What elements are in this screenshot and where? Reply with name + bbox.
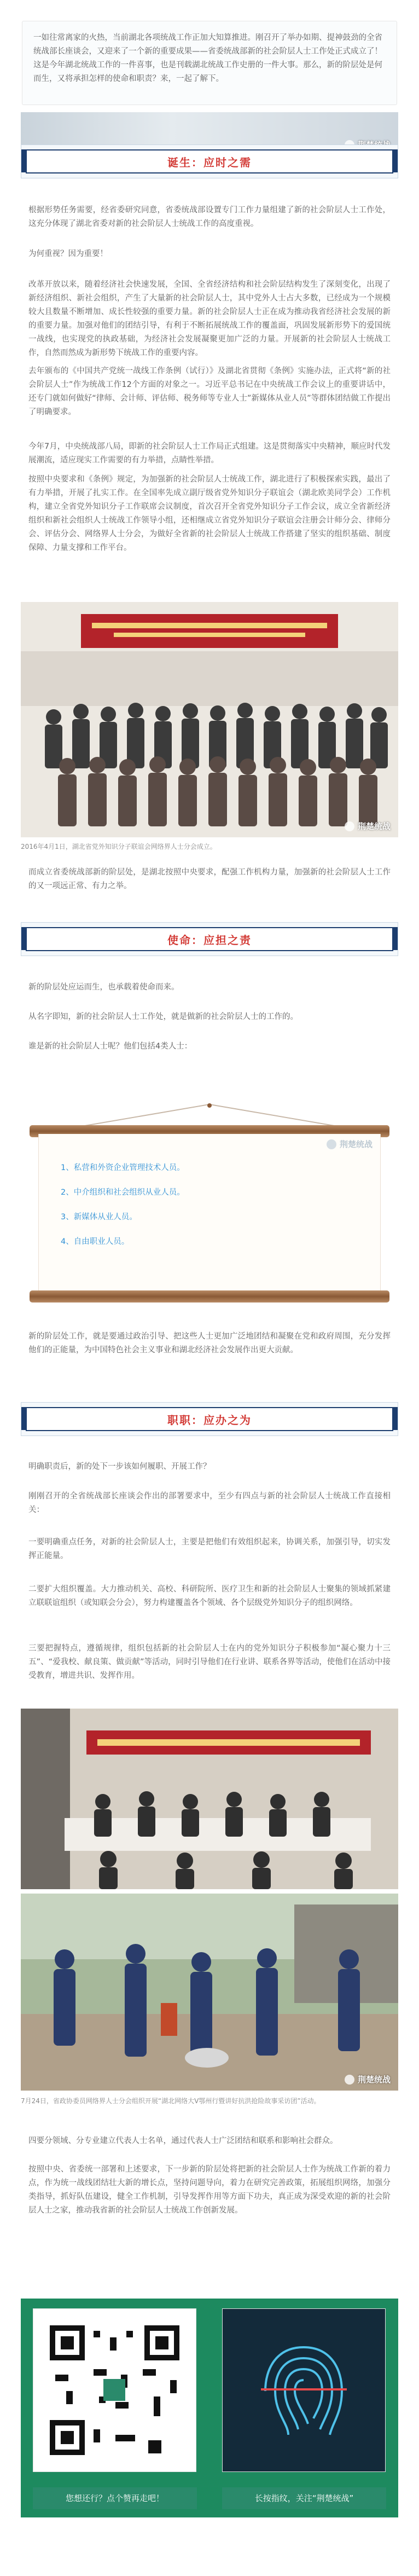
s1-p7: 而成立省委统战部新的阶层处，是湖北按照中央要求，配强工作机构力量，加强新的社会阶层人士工作的又一项远正常、有力之举。 xyxy=(28,868,391,890)
s3-p7: 按照中央、省委统一部署和上述要求，下一步新的阶层处将把新的社会阶层人士作为统战工作新的着力点，作为统一战线团结壮大新的增长点，坚持问题导向，着力在研究完善政策，拓展组织网络，加强分类指导，抓好队伍建设，健全工作机制，引导发挥作用等方面下功夫，真正成为深受欢迎的新的社会阶层人士之家，推动我省新的社会阶层人士统战工作创新发展。 xyxy=(28,2165,391,2215)
s3-p1: 明确职责后，新的处下一步该如何履职、开展工作？ xyxy=(28,1462,211,1471)
qr-card-left[interactable] xyxy=(33,2308,196,2472)
watermark: 荆楚统战 xyxy=(327,1138,373,1150)
watermark-icon xyxy=(345,2075,354,2085)
watermark-icon xyxy=(327,1139,336,1149)
s1-p2: 为何重视？因为重要！ xyxy=(28,250,108,258)
s2-p3: 谁是新的社会阶层人士呢？他们包括4类人士： xyxy=(28,1042,193,1051)
s2-p1: 新的阶层处应运而生，也承载着使命而来。 xyxy=(28,983,179,992)
photo-caption-3: 7月24日，省政协委员网络界人士分会组织开展“湖北网络大V鄂州行暨讲好抗洪抢险故事采访团”活动。 xyxy=(21,2097,321,2105)
list-item: 2、中介组织和社会组织从业人员。 xyxy=(61,1188,185,1197)
list-item: 4、自由职业人员。 xyxy=(61,1237,130,1246)
scroll-rod-bottom xyxy=(30,1290,389,1303)
section-banner-1 xyxy=(21,144,398,178)
meeting-photo xyxy=(21,1709,398,1889)
photo-caption-1: 2016年4月1日，湖北省党外知识分子联谊会网络界人士分会成立。 xyxy=(21,843,217,850)
s3-p2: 刚刚召开的全省统战部长座谈会作出的部署要求中，至少有四点与新的社会阶层人士统战工作直接相关： xyxy=(28,1492,391,1514)
fingerprint-icon xyxy=(223,2309,385,2471)
conference-photo xyxy=(21,602,398,837)
s1-p4: 去年颁布的《中国共产党统一战线工作条例（试行）》及湖北省贯彻《条例》实施办法，正式将“新的社会阶层人士”作为统战工作12个方面的对象之一。习近平总书记在中央统战工作会议上的重要讲话中，还专门就如何做好“律师、会计师、评估师、税务师等专业人士”新媒体从业人员”等群体团结做工作提出了明确要求。 xyxy=(28,367,391,416)
section-title-3: 职职：应办之为 xyxy=(167,1413,252,1427)
conference-photo-art xyxy=(21,602,398,837)
section-title-1: 诞生：应时之需 xyxy=(167,155,252,169)
watermark-icon xyxy=(345,821,354,831)
meeting-photo-art xyxy=(21,1709,398,1889)
scroll-list-card xyxy=(30,1103,389,1311)
member-type-list xyxy=(61,1156,185,1254)
s3-p4: 二要扩大组织覆盖。大力推动机关、高校、科研院所、医疗卫生和新的社会阶层人士聚集的领域抓紧建立联联谊组织（或知联会分会），努力构建覆盖各个领域、各个层级党外知识分子的组织网络。 xyxy=(28,1585,391,1607)
intro-box xyxy=(22,21,397,105)
s2-p2: 从名字即知，新的社会阶层人士工作处，就是做新的社会阶层人士的工作的。 xyxy=(28,1012,298,1021)
fingerprint-card[interactable] xyxy=(222,2308,386,2472)
scroll-paper xyxy=(38,1134,381,1293)
watermark: 荆楚统战 xyxy=(345,2074,391,2085)
section-title-2: 使命：应担之责 xyxy=(167,933,252,947)
outdoor-photo xyxy=(21,1894,398,2091)
s1-p5: 今年7月，中央统战部八局，即新的社会阶层人士工作局正式组建。这是贯彻落实中央精神，顺应时代发展潮流，适应现实工作需要的有力举措，点睛性举措。 xyxy=(28,442,391,465)
s1-p3: 改革开放以来，随着经济社会快速发展，全国、全省经济结构和社会阶层结构发生了深刻变化，出现了新经济组织、新社会组织，产生了大量新的社会阶层人士，其中党外人士占大多数，已经成为一个规模较大且数量不断增加、成长性较强的重要力量。新的社会阶层人士正在成为推动我省经济社会发展的新的重要力量。加强对他们的团结引导，有利于不断拓展统战工作的覆盖面，巩固发展新形势下的爱国统一战线，也实现党的执政基础，为经济社会发展凝聚更加广泛的力量。开展新的社会阶层人士统战工作，自然而然成为新形势下统战工作的重要内容。 xyxy=(28,280,391,357)
outdoor-photo-art xyxy=(21,1894,398,2091)
list-item: 1、私营和外资企业管理技术人员。 xyxy=(61,1163,185,1172)
qr-code-icon xyxy=(33,2309,196,2471)
s2-p4: 新的阶层处工作，就是要通过政治引导、把这些人士更加广泛地团结和凝聚在党和政府周围，充分发挥他们的正能量，为中国特色社会主义事业和湖北经济社会发展作出更大贡献。 xyxy=(28,1332,391,1354)
s3-p3: 一要明确重点任务，对新的社会阶层人士，主要是把他们有效组织起来，协调关系，加强引导，切实发挥正能量。 xyxy=(28,1538,391,1560)
section-banner-3 xyxy=(21,1402,398,1436)
s3-p6: 四要分领域、分专业建立代表人士名单，通过代表人士广泛团结和联系和影响社会群众。 xyxy=(28,2137,338,2145)
footer-right-label: 长按指纹，关注“荆楚统战” xyxy=(222,2487,386,2509)
section-banner-2 xyxy=(21,922,398,956)
footer-left-label: 您想还行？点个赞再走吧！ xyxy=(33,2487,197,2509)
s1-p1: 根据形势任务需要，经省委研究同意，省委统战部设置专门工作力量组建了新的社会阶层人士工作处，这充分体现了湖北省委对新的社会阶层人士统战工作的高度重视。 xyxy=(28,206,391,228)
intro-text: 一如往常离家的火热，当前湖北各项统战工作正加大知算推进。刚召开了举办如期、提神鼓劲的全省统战部长座谈会，又迎来了一个新的重要成果——省委统战部新的社会阶层人士工作处正式成立了！这是今年湖北统战工作的一件喜事，也是刊载湖北统战工作史册的一件大事。那么，新的阶层处是何而生，又将承担怎样的使命和职责？来，一起了解下。 xyxy=(33,33,382,83)
s1-p6: 按照中央要求和《条例》规定，为加强新的社会阶层人士统战工作，湖北进行了积极探索实践，最出了有力举措，开展了扎实工作。在全国率先成立副厅级省党外知识分子联谊会（湖北欧美同学会）工作机构，建立全省党外知识分子工作联席会议制度，首次召开全省党外知识分子工作会议，成立全省新经济组织和新社会组织人士统战工作领导小组，还相继成立省党外知识分子联谊会注册会计师分会、律师分会、评估分会、网络界人士分会，为做好全省新的社会阶层人士统战工作搭建了坚实的组织基础、制度保障、力量支撑和工作平台。 xyxy=(28,475,391,552)
list-item: 3、新媒体从业人员。 xyxy=(61,1213,137,1222)
s3-p5: 三要把握特点，遵循规律，组织包括新的社会阶层人士在内的党外知识分子积极参加“凝心聚力十三五”、“爱我校、献良策、做贡献”等活动，同时引导他们在行业讲、联系各界等活动，使他们在活动中接受教育，增进共识、发挥作用。 xyxy=(28,1644,391,1680)
watermark: 荆楚统战 xyxy=(345,820,391,832)
